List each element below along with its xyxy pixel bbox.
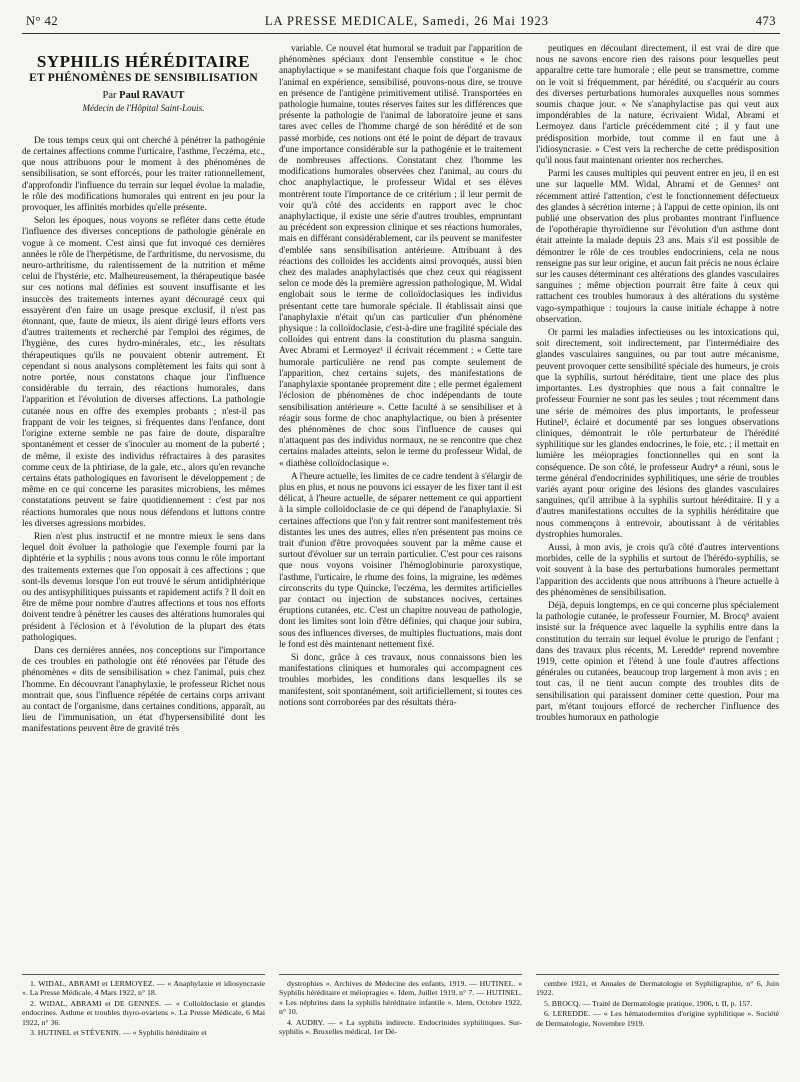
author-name: Paul RAVAUT	[119, 90, 185, 102]
article-title-block	[22, 52, 265, 114]
paragraph: peutiques en découlant directement, il est vrai de dire que nous ne savons encore rien des raisons pour lesquelles peut apparaître cette tare humorale ; elle peut se transmettre, comme on le voit si fréquemment, par hérédité, ou s'acquérir au cours des diverses perturbations humorales auxquelles nous sommes soumis chaque jour. « Ne s'anaphylactise pas qui veut aux impondérables de la nature, écrivaient Widal, Abrami et Lermoyez dans l'article précédemment cité ; il y faut une prédisposition morbide, tout comme il en faut une à l'idiosyncrasie. » C'est vers la recherche de cette prédisposition qu'il nous faut maintenant orienter nos recherches.	[536, 44, 779, 167]
paragraph: A l'heure actuelle, les limites de ce cadre tendent à s'élargir de plus en plus, et nous ne pouvons ici essayer de les fixer tant il est délicat, à l'heure actuelle, de séparer nettement ce qui appartient à la simple colloïdoclasie de ce qui dépend de l'anaphylaxie. Si certaines affections que l'on y fait rentrer sont manifestement très distantes les unes des autres, elles n'en présentent pas moins ce trait d'union d'être provoquées souvent par la même cause et surtout d'évoluer sur un terrain particulier. C'est pour ces raisons que nous voyons voisiner l'hémoglobinurie paroxystique, l'asthme, l'urticaire, le rhume des foins, la migraine, les œdèmes circonscrits du type Quincke, l'eczéma, les dermites artificielles par contact ou injection de substances nocives, certaines éruptions cutanées, etc. C'est un chapitre nouveau de pathologie, dont les limites sont loin d'être définies, qui chaque jour subira, sous des influences diverses, de multiples fluctuations, mais dont le fond est dès maintenant nettement fixé.	[279, 471, 522, 650]
author-prefix: Par	[102, 90, 117, 102]
paragraph: Dans ces dernières années, nos conceptions sur l'importance de ces troubles en pathologie ont été rénovées par l'étude des phénomènes « dits de sensibilisation » chez l'animal, puis chez l'homme. En découvrant l'anaphylaxie, le professeur Richet nous montrait que, sous l'influence répétée de certains corps arrivant au contact de l'organisme, dans certaines conditions, apparaît, au lieu de l'immunisation, un état d'hypersensibilité dont les manifestations peuvent être de gravité très	[22, 645, 265, 735]
column-2	[279, 44, 522, 969]
paragraph: De tous temps ceux qui ont cherché à pénétrer la pathogénie de certaines affections comme l'urticaire, l'asthme, l'eczéma, etc., que nous attribuons pour le moment à des phénomènes de sensibilisation, se sont efforcés, pour les traiter rationnellement, d'approfondir l'influence du terrain sur lequel évolue la maladie, le rôle des modifications humorales qui entrent en jeu pour la provoquer, les affinités morbides qu'elle présente.	[22, 135, 265, 214]
article-columns	[22, 44, 780, 969]
issue-number: N° 42	[26, 14, 59, 28]
paragraph: 1. WIDAL, ABRAMI et LERMOYEZ. — « Anaphylaxie et idiosyncrasie ». La Presse Médicale, 4 Mars 1922, n° 18.	[22, 979, 265, 998]
column-3	[536, 44, 779, 969]
paragraph: 6. LEREDDE. — « Les hématodermites d'origine syphilitique ». Société de Dermatologie, Novembre 1919.	[536, 1009, 779, 1028]
column-2-body	[279, 44, 522, 709]
running-header	[22, 14, 780, 34]
journal-page	[22, 14, 780, 1070]
paragraph: 5. BROCQ. — Traité de Dermatologie pratique, 1906, t. II, p. 157.	[544, 998, 753, 1008]
footnotes-column-2	[279, 974, 522, 1070]
footnotes-column-1	[22, 974, 265, 1070]
column-1-body	[22, 136, 265, 736]
article-subtitle: ET PHÉNOMÈNES DE SENSIBILISATION	[29, 72, 258, 85]
footnotes	[22, 974, 780, 1070]
paragraph: Si donc, grâce à ces travaux, nous connaissons bien les manifestations cliniques et humorales qui accompagnent ces troubles morbides, les conditions dans lesquelles ils se manifestent, soit spontanément, soit artificiellement, si toutes ces notions sont corroborées par des résultats théra-	[279, 652, 522, 708]
paragraph: Selon les époques, nous voyons se refléter dans cette étude l'influence des diverses conceptions de pathologie générale en vogue à ce moment. C'est ainsi que fut invoqué ces dernières années le rôle de l'herpétisme, de l'arthritisme, du nervosisme, du neuro-arthritisme, du ralentissement de la nutrition et même celui de l'hystérie, etc. Malheureusement, la thérapeutique basée sur ces notions mal définies est souvent insuffisante et les insuccès des traitements internes ayant découragé ceux qui essayèrent d'en faire un usage presque exclusif, il n'est pas étonnant, que, faute de mieux, ils aient dirigé leurs efforts vers d'autres traitements et recherché par l'emploi des régimes, de l'hygiène, des cures hydro-minérales, etc., les résultats thérapeutiques qu'ils ne pouvaient obtenir autrement. Et cependant si nous analysons complètement les faits qui sont à notre portée, nous constatons chaque jour l'influence considérable du terrain, des réactions humorales, dans l'apparition et l'évolution de diverses affections. La pathologie cutanée nous en offre des exemples probants ; n'est-il pas frappant de voir les teignes, si fréquentes dans l'enfance, dont l'origine externe semble ne pas faire de doute, disparaître spontanément et cesser de s'inoculer au moment de la puberté ; de même, il existe des individus réfractaires à des parasites comme ceux de la phtiriase, de la gale, etc., alors qu'en revanche certains états pathologiques en favorisent le développement ; de même en ce qui concerne les parasites microbiens, les mêmes constatations peuvent se faire quotidiennement : c'est par nos réactions humorales que nous nous défendons et luttons contre les diverses agressions morbides.	[22, 216, 265, 529]
paragraph: Parmi les causes multiples qui peuvent entrer en jeu, il en est une sur laquelle MM. Widal, Abrami et de Gennes² ont récemment attiré l'attention, c'est le fonctionnement défectueux des glandes à sécrétion interne ; à l'appui de cette opinion, ils ont publié une observation des plus probantes montrant l'influence de l'opothérapie thyroïdienne sur l'évolution d'un asthme dont était atteinte la malade depuis 23 ans. Mais s'il est possible de démontrer le rôle de ces troubles endocriniens, cela ne nous renseigne pas sur leur origine, et aucun fait précis ne nous éclaire sur les causes déterminant ces altérations des glandes vasculaires sanguines ; même objection pourrait être faite à ceux qui rattachent ces troubles humoraux à des altérations du système vago-sympathique : toujours la cause initiale échappe à notre observation.	[536, 169, 779, 325]
paragraph: Déjà, depuis longtemps, en ce qui concerne plus spécialement la pathologie cutanée, le professeur Fournier, M. Brocq⁵ avaient insisté sur la fréquence avec laquelle la syphilis entre dans la constitution du terrain sur lequel évolue le prurigo de l'enfant ; dans des travaux plus récents, M. Leredde⁶ reprend novembre 1919, cette opinion et l'étend à une foule d'autres affections générales ou cutanées, beaucoup trop largement à mon avis ; en tout cas, il ne tient aucun compte des troubles dits de sensibilisation qui paraissent dominer cette question. Pour ma part, m'étant toujours efforcé de rechercher l'influence des troubles humoraux en pathologie	[536, 600, 779, 723]
column-1	[22, 44, 265, 969]
author-line	[22, 90, 265, 101]
paragraph: Aussi, à mon avis, je crois qu'à côté d'autres interventions morbides, celle de la syphilis et surtout de l'hérédo-syphilis, se voit souvent à la base des perturbations humorales permettant l'apparition des accidents que nous attribuons à l'heure actuelle à des phénomènes de sensibilisation.	[536, 542, 779, 598]
footnotes-column-3	[536, 974, 779, 1070]
column-3-body	[536, 44, 779, 724]
paragraph: 3. HUTINEL et STÉVENIN. — « Syphilis héréditaire et	[30, 1028, 207, 1038]
paragraph: Rien n'est plus instructif et ne montre mieux le sens dans lequel doit évoluer la pathologie que l'exemple fourni par la diphtérie et la syphilis ; nous avons tous connu le rôle important des traitements externes que l'on opposait à ces affections ; que sont-ils devenus lorsque l'on eut trouvé le sérum antidiphtérique ou des antisyphilitiques puissants et rapidement actifs ? Il doit en être de même pour nombre d'autres affections et tous nos efforts doivent tendre à pénétrer les causes des altérations humorales qui président à l'éclosion et à l'évolution de la plupart des états pathologiques.	[22, 531, 265, 643]
paragraph: cembre 1921, et Annales de Dermatologie et Syphiligraphie, n° 6, Juin 1922.	[536, 979, 779, 998]
article-title: SYPHILIS HÉRÉDITAIRE	[36, 52, 251, 71]
author-affiliation: Médecin de l'Hôpital Saint-Louis.	[82, 102, 205, 113]
paragraph: dystrophies ». Archives de Médecine des enfants, 1919. — HUTINEL. « Syphilis héréditaire et méiopragies ». Idem, Juillet 1919, n° 7. — HUTINEL. « Les néphrites dans la syphilis héréditaire infantile ». Idem, Octobre 1922, n° 10.	[279, 979, 522, 1017]
paragraph: Or parmi les maladies infectieuses ou les intoxications qui, soit directement, soit indirectement, par l'intermédiaire des glandes vasculaires sanguines, ou par tout autre mécanisme, peuvent provoquer cette sensibilité spéciale des humeurs, je crois que la syphilis, surtout héréditaire, tient une place des plus importantes. Les dystrophies que nous a fait connaître le professeur Fournier ne sont pas les seules ; tout récemment dans une série de mémoires des plus importants, le professeur Hutinel³, éclairé et documenté par ses longues observations cliniques, démontrait le rôle perturbateur de l'hérédité syphilitique sur les glandes endocrines, le foie, etc. ; il mettait en lumière les méiopragies fonctionnelles qui en sont la conséquence. De son côté, le professeur Audry⁴ a réuni, sous le terme général d'endocrinides syphilitiques, une série de troubles variés ayant pour origine des lésions des glandes vasculaires sanguines, qu'il attribue à la syphilis surtout héréditaire. Il y a d'autres manifestations occultes de la syphilis héréditaire que nous commençons à entrevoir, aboutissant à de véritables dystrophies humorales.	[536, 328, 779, 540]
paragraph: variable. Ce nouvel état humoral se traduit par l'apparition de phénomènes spéciaux dont l'ensemble constitue « le choc anaphylactique » se manifestant chaque fois que l'organisme de l'animal en expérience, sensibilisé, pouvons-nous dire, se trouve en présence de l'antigène primitivement utilisé. Transportées en pathologie humaine, toutes réserves faites sur les différences que présente la pathologie de l'animal de laboratoire jeune et sans tares avec celles de l'homme chargé de son hérédité et de son passé morbide, ces notions ont été le point de départ de travaux d'une importance considérable sur la pathogénie et le traitement de nombreuses affections. Constatant chez l'homme les modifications humorales observées chez l'animal, au cours du choc anaphylactique, le professeur Widal et ses élèves montrèrent toute l'importance de ce critérium ; il leur permit de voir qu'à côté des accidents en rapport avec le choc anaphylactique, il existe une série d'autres troubles, empruntant au précédent son expression clinique et ses réactions humorales, mais en différant considérablement, car ils peuvent se manifester d'emblée sans sensibilisation antérieure. Attribuant à des réactions des colloïdes les accidents ainsi provoqués, aussi bien chez des malades anaphylactisés que chez ceux qui réagissent selon ce mode dès la première agression pathologique, M. Widal englobait sous le terme de colloïdoclasiques les individus présentant cette tare humorale spéciale. Il établissait ainsi que l'anaphylaxie n'était qu'un cas particulier d'un phénomène physique : la colloïdoclasie, c'est-à-dire une fragilité spéciale des colloïdes qui entrent dans la constitution du plasma sanguin. Avec Abrami et Lermoyez¹ il écrivait récemment : « Cette tare humorale particulière ne rend pas compte seulement de l'apparition, chez certains sujets, des manifestations de l'anaphylaxie spontanée proprement dite ; elle permet également l'éclosion de phénomènes de choc indépendants de toute sensibilisation antérieure ». Cette faculté à se sensibiliser et à réagir sous forme de choc anaphylactique, ou bien à présenter des phénomènes de choc sous l'influence de causes qui n'attaquent pas des individus normaux, ne se rencontre que chez certains malades atteints, selon le terme du professeur Widal, de « diathèse colloïdoclasique ».	[279, 44, 522, 469]
paragraph: 2. WIDAL, ABRAMI et DE GENNES. — « Colloïdoclasie et glandes endocrines. Asthme et troubles thyro-ovariens ». La Presse Médicale, 6 Mai 1922, n° 36.	[22, 998, 265, 1027]
journal-title-date: LA PRESSE MEDICALE, Samedi, 26 Mai 1923	[264, 14, 550, 28]
paragraph: 4. AUDRY. — « La syphilis indirecte. Endocrinides syphilitiques. Sur-syphilis ». Bruxelles médical, 1er Dé-	[279, 1017, 522, 1037]
page-number: 473	[755, 14, 776, 28]
